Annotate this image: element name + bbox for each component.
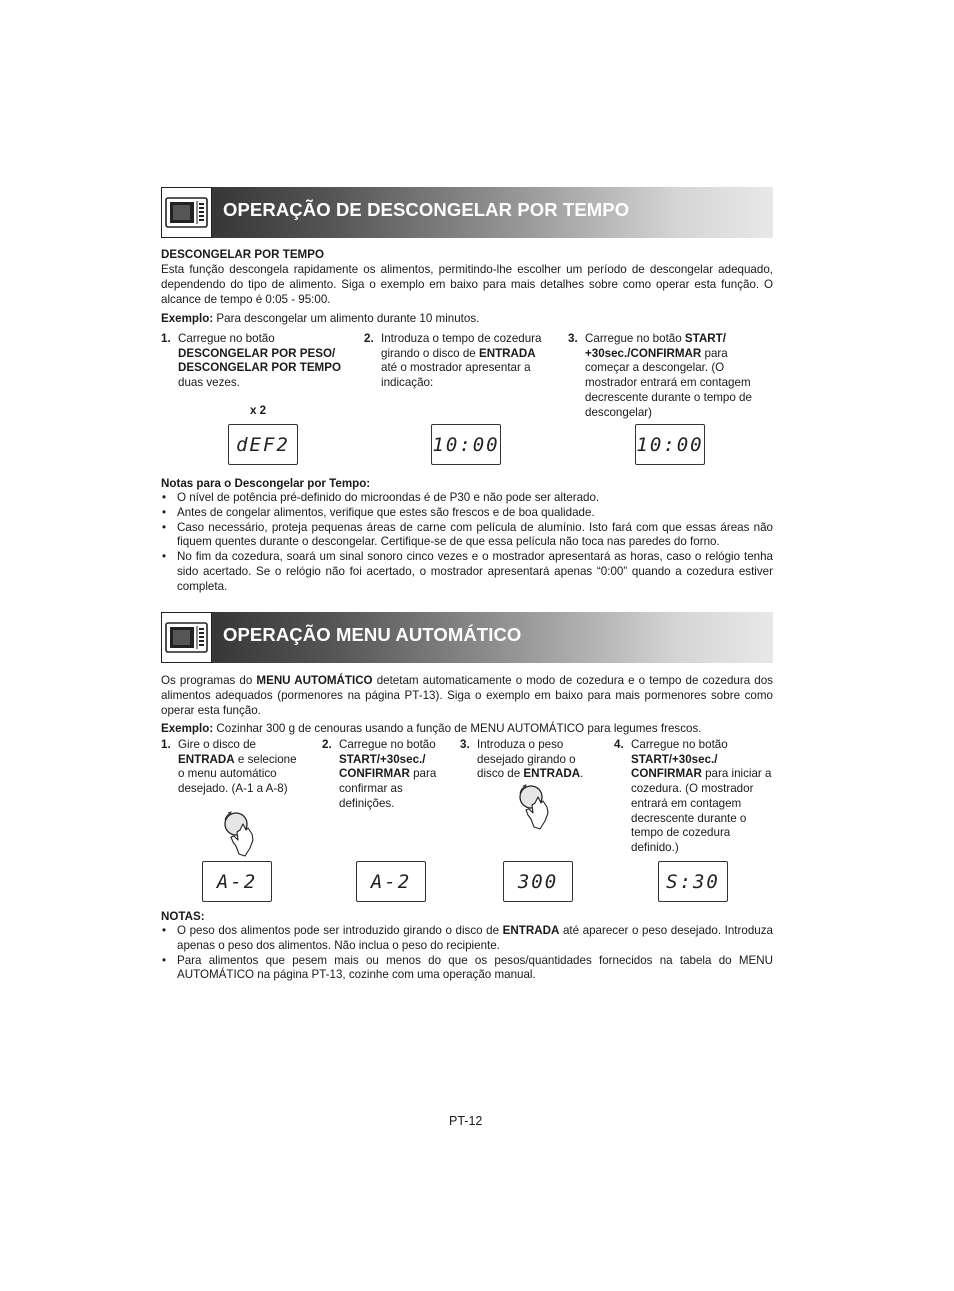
step-text-pre: Gire o disco de — [178, 738, 256, 751]
intro-text-bold: MENU AUTOMÁTICO — [256, 674, 373, 687]
example-label: Exemplo: — [161, 312, 214, 325]
step-text-pre: Carregue no botão — [178, 332, 275, 345]
list-item: • Antes de congelar alimentos, verifique que estes são frescos e de boa qualidade. — [161, 506, 773, 521]
dial-hand-icon — [517, 783, 551, 831]
step-text-pre: Carregue no botão — [585, 332, 682, 345]
step-text — [178, 738, 306, 797]
section-banner-auto-menu — [161, 612, 773, 663]
section-banner-defrost — [161, 187, 773, 238]
list-item: • Para alimentos que pesem mais ou menos do que os pesos/quantidades fornecidos na tabela do MENU AUTOMÁTICO na página PT-13, cozinhe com uma operação manual. — [161, 954, 773, 984]
microwave-icon — [161, 612, 212, 663]
press-twice-label: x 2 — [250, 404, 267, 417]
list-item: • No fim da cozedura, soará um sinal sonoro cinco vezes e o mostrador apresentará as horas, caso o relógio tenha sido acertado. Se o relógio não foi acertado, o mostrador apresentará apenas “0:00” quando a cozedura estiver completa. — [161, 550, 773, 594]
lcd-text: dEF2 — [236, 434, 290, 456]
banner-title: OPERAÇÃO MENU AUTOMÁTICO — [223, 624, 522, 645]
step-text — [178, 332, 350, 391]
lcd-display — [658, 861, 728, 902]
notes-heading: NOTAS: — [161, 910, 205, 923]
lcd-text: 10:00 — [636, 434, 704, 456]
notes-heading: Notas para o Descongelar por Tempo: — [161, 477, 371, 490]
step-text-bold: ENTRADA — [523, 767, 581, 781]
step-number: 4. — [614, 738, 624, 751]
banner-title: OPERAÇÃO DE DESCONGELAR POR TEMPO — [223, 199, 630, 220]
step-text — [339, 738, 451, 812]
microwave-icon — [161, 187, 212, 238]
example-text: Para descongelar um alimento durante 10 minutos. — [216, 312, 480, 325]
step-text-pre: Carregue no botão — [339, 738, 436, 751]
intro-text-post: detetam automaticamente o modo de cozedura e o tempo de cozedura dos alimentos adequados (pormenores na página PT-13). Siga o exemplo em baixo para mais pormenores sobre como operar esta função. — [161, 674, 773, 717]
step-text — [381, 332, 553, 391]
example-label: Exemplo: — [161, 722, 214, 735]
lcd-text: 10:00 — [432, 434, 500, 456]
lcd-display — [635, 424, 705, 465]
list-item — [161, 924, 773, 954]
lcd-text: A-2 — [370, 871, 412, 893]
example-line — [161, 312, 773, 327]
intro-paragraph: Esta função descongela rapidamente os alimentos, permitindo-lhe escolher um período de descongelar adequado, dependendo do tipo de alimento. Siga o exemplo em baixo para mais detalhes sobre como operar esta função. O alcance de tempo é 0:05 - 95:00. — [161, 263, 773, 306]
intro-text-pre: Os programas do — [161, 674, 253, 687]
auto-notes-list — [161, 924, 773, 983]
example-text: Cozinhar 300 g de cenouras usando a função de MENU AUTOMÁTICO para legumes frescos. — [216, 722, 702, 735]
note-text-bold: ENTRADA — [502, 924, 560, 937]
lcd-text: A-2 — [216, 871, 258, 893]
lcd-display — [431, 424, 501, 465]
lcd-display — [356, 861, 426, 902]
list-item: • O nível de potência pré-definido do microondas é de P30 e não pode ser alterado. — [161, 491, 773, 506]
lcd-text: S:30 — [666, 871, 720, 893]
step-text-pre: Introduza o peso desejado girando o disco de — [477, 738, 576, 781]
step-number: 3. — [460, 738, 470, 751]
example-line — [161, 722, 773, 737]
step-text-bold: ENTRADA — [178, 752, 235, 766]
step-text-post: para confirmar as definições. — [339, 767, 437, 810]
lcd-text: 300 — [517, 871, 559, 893]
lcd-display — [228, 424, 298, 465]
step-text-post: para iniciar a cozedura. (O mostrador entrará em contagem decrescente durante o tempo de cozedura definido.) — [631, 767, 772, 854]
step-text-post: para começar a descongelar. (O mostrador entrará em contagem decrescente durante o tempo de descongelar) — [585, 346, 752, 419]
step-text-bold: START/+30sec./ CONFIRMAR — [631, 752, 718, 781]
step-text-bold: ENTRADA — [478, 346, 536, 360]
step-text-bold: START/ +30sec./CONFIRMAR — [585, 332, 726, 360]
step-text-post: até o mostrador apresentar a indicação: — [381, 361, 531, 390]
page-number: PT-12 — [449, 1114, 483, 1128]
step-text — [477, 738, 595, 782]
note-text-pre: O peso dos alimentos pode ser introduzido girando o disco de — [177, 924, 500, 937]
step-text-post: e selecione o menu automático desejado. (A-1 a A-8) — [178, 752, 297, 796]
dial-hand-icon — [222, 810, 256, 858]
step-text — [585, 332, 773, 420]
note-text-post: até aparecer o peso desejado. Introduza apenas o peso dos alimentos. Não inclua o peso do recipiente. — [177, 924, 773, 952]
step-text-bold: START/+30sec./ CONFIRMAR — [339, 752, 426, 781]
step-number: 2. — [322, 738, 332, 751]
step-number: 2. — [364, 332, 374, 345]
step-text-bold: DESCONGELAR POR PESO/ DESCONGELAR POR TEMPO — [178, 346, 341, 375]
subheading: DESCONGELAR POR TEMPO — [161, 248, 324, 261]
step-number: 3. — [568, 332, 578, 345]
defrost-notes-list — [161, 491, 773, 595]
list-item: • Caso necessário, proteja pequenas áreas de carne com película de alumínio. Isto fará com que essas áreas não fiquem quentes durante o descongelar. Certifique-se de que essa película não toca nas paredes do forno. — [161, 521, 773, 551]
intro-paragraph — [161, 674, 773, 718]
step-text-post: duas vezes. — [178, 376, 240, 390]
step-text-pre: Carregue no botão — [631, 738, 728, 751]
lcd-display — [503, 861, 573, 902]
step-number: 1. — [161, 332, 171, 345]
step-number: 1. — [161, 738, 171, 751]
step-text — [631, 738, 774, 856]
step-text-pre: Introduza o tempo de cozedura girando o disco de — [381, 332, 542, 360]
step-text-post: . — [580, 767, 584, 781]
lcd-display — [202, 861, 272, 902]
